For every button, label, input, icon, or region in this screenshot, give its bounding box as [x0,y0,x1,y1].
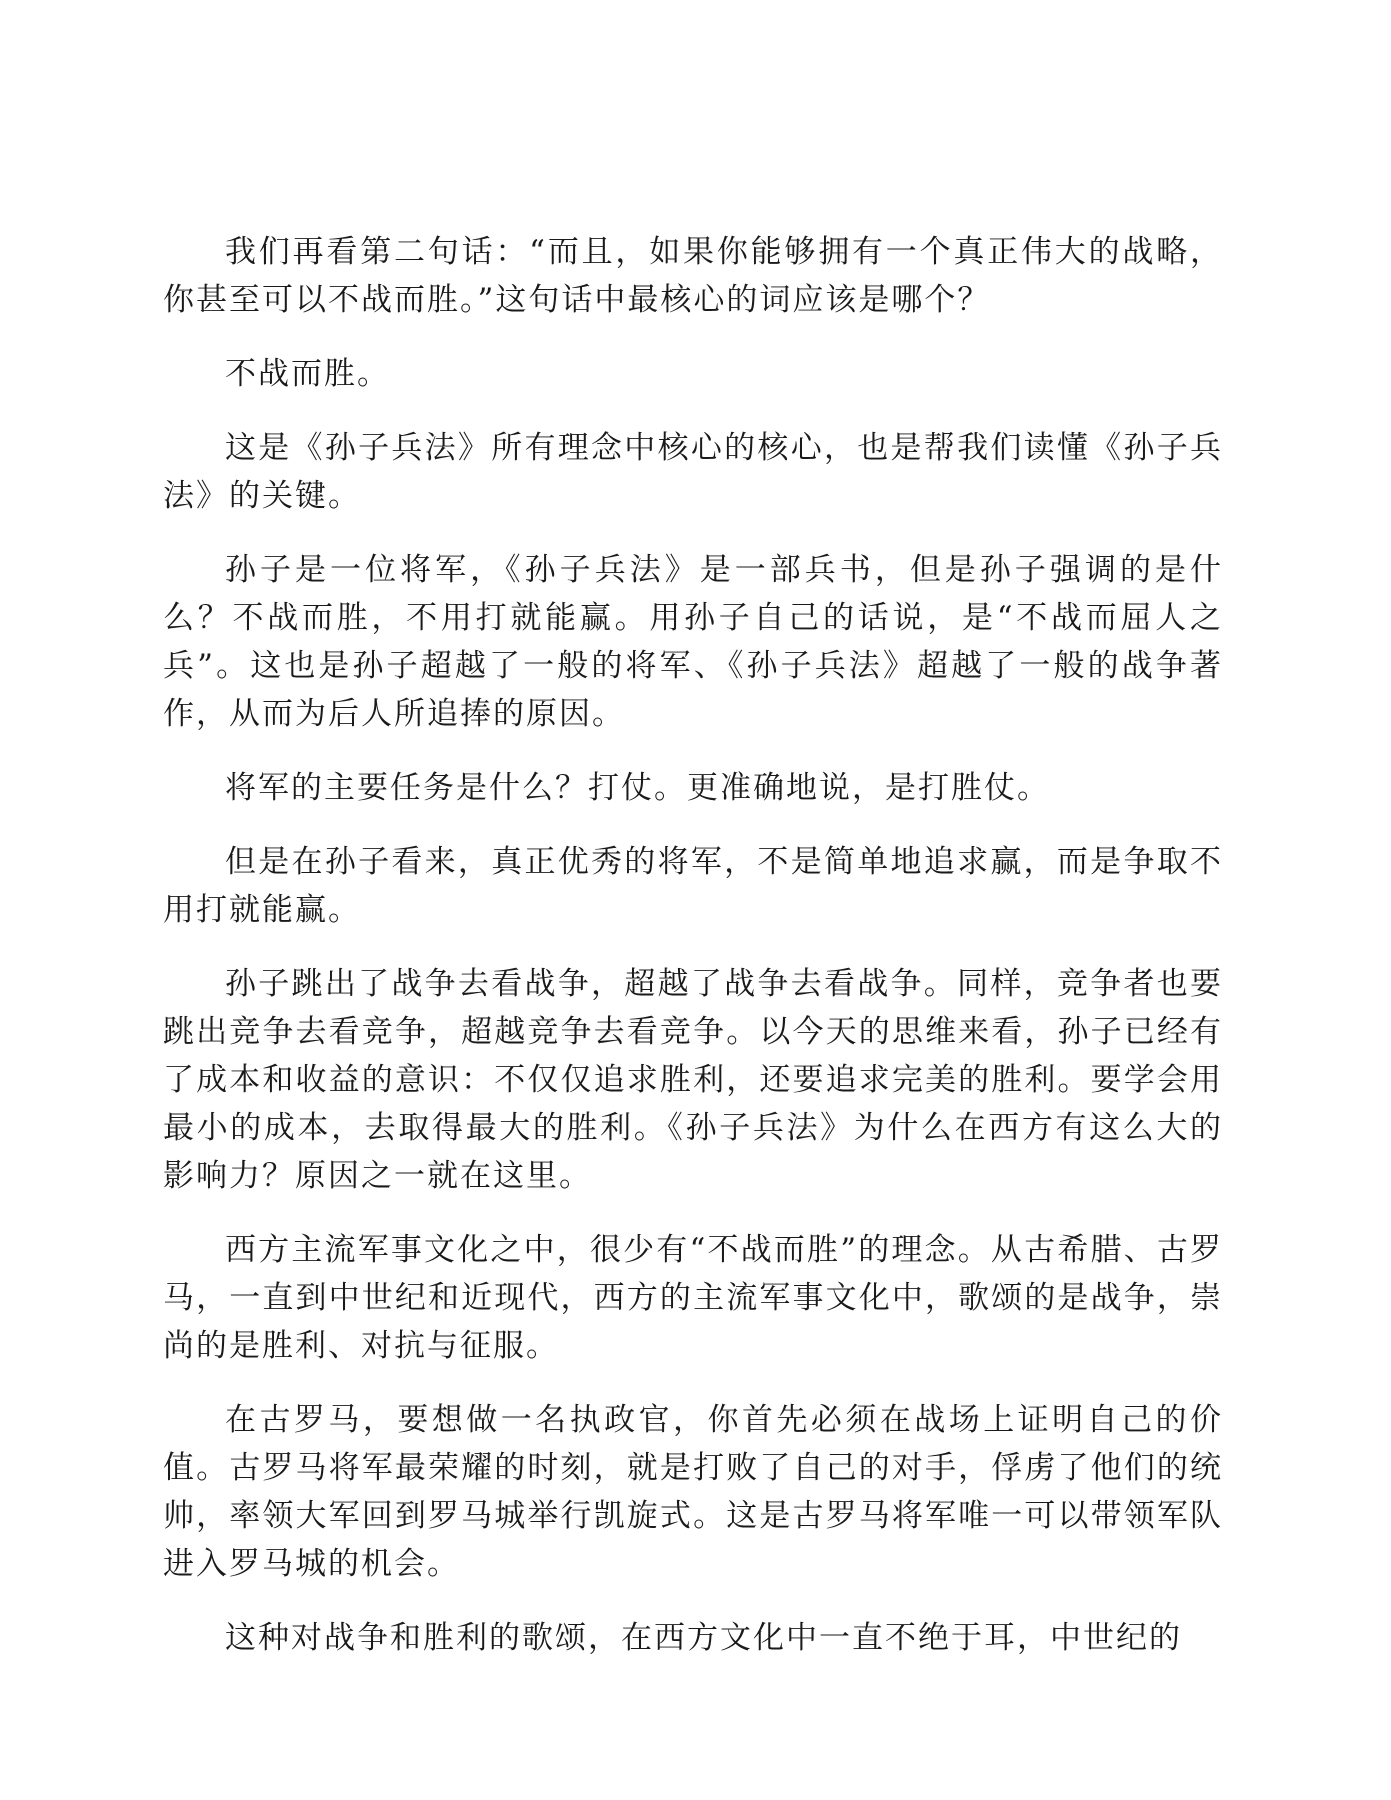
page-body [163,228,1223,1688]
paragraph-1: 我们再看第二句话：“而且，如果你能够拥有一个真正伟大的战略，你甚至可以不战而胜。”这句话中最核心的词应该是哪个？ [163,234,1223,318]
paragraph-3: 这是《孙子兵法》所有理念中核心的核心，也是帮我们读懂《孙子兵法》的关键。 [163,430,1223,514]
paragraph-2: 不战而胜。 [225,356,390,392]
paragraph-10: 这种对战争和胜利的歌颂，在西方文化中一直不绝于耳，中世纪的 [225,1620,1182,1656]
paragraph-9: 在古罗马，要想做一名执政官，你首先必须在战场上证明自己的价值。古罗马将军最荣耀的时刻，就是打败了自己的对手，俘虏了他们的统帅，率领大军回到罗马城举行凯旋式。这是古罗马将军唯一可以带领军队进入罗马城的机会。 [163,1402,1223,1582]
paragraph-5: 将军的主要任务是什么？打仗。更准确地说，是打胜仗。 [225,770,1050,806]
paragraph-4: 孙子是一位将军，《孙子兵法》是一部兵书，但是孙子强调的是什么？不战而胜，不用打就能赢。用孙子自己的话说，是“不战而屈人之兵”。这也是孙子超越了一般的将军、《孙子兵法》超越了一般的战争著作，从而为后人所追捧的原因。 [163,552,1223,732]
paragraph-7: 孙子跳出了战争去看战争，超越了战争去看战争。同样，竞争者也要跳出竞争去看竞争，超越竞争去看竞争。以今天的思维来看，孙子已经有了成本和收益的意识：不仅仅追求胜利，还要追求完美的胜利。要学会用最小的成本，去取得最大的胜利。《孙子兵法》为什么在西方有这么大的影响力？原因之一就在这里。 [163,966,1223,1194]
paragraph-6: 但是在孙子看来，真正优秀的将军，不是简单地追求赢，而是争取不用打就能赢。 [163,844,1223,928]
paragraph-8: 西方主流军事文化之中，很少有“不战而胜”的理念。从古希腊、古罗马，一直到中世纪和近现代，西方的主流军事文化中，歌颂的是战争，崇尚的是胜利、对抗与征服。 [163,1232,1223,1364]
